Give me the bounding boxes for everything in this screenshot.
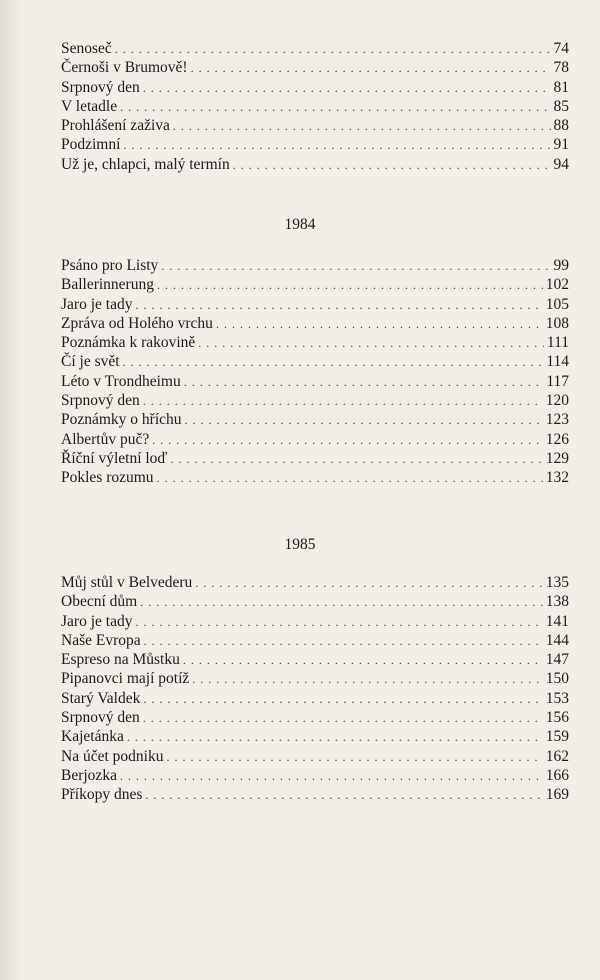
toc-entry bbox=[61, 669, 569, 688]
toc-entry-title: Příkopy dnes bbox=[61, 786, 143, 804]
toc-entry-title: Poznámky o hříchu bbox=[61, 411, 182, 429]
toc-entry-title: Jaro je tady bbox=[61, 612, 133, 630]
page-gutter-shadow bbox=[0, 0, 22, 980]
toc-entry-title: Senoseč bbox=[61, 40, 112, 57]
toc-entry-title: Berjozka bbox=[61, 766, 117, 784]
toc-entry-page: 85 bbox=[553, 97, 569, 115]
toc-entry-page: 94 bbox=[553, 155, 569, 173]
toc-entry bbox=[61, 430, 569, 449]
toc-section-continued bbox=[61, 39, 569, 174]
toc-entry-title: Poznámka k rakovině bbox=[61, 334, 196, 352]
toc-entry-page: 78 bbox=[553, 59, 569, 77]
dot-leader bbox=[127, 728, 543, 747]
toc-entry-page: 156 bbox=[545, 709, 569, 727]
toc-entry-title: Srpnový den bbox=[61, 392, 140, 410]
toc-entry-title: Prohlášení zaživa bbox=[61, 117, 170, 135]
toc-entry-page: 166 bbox=[545, 766, 569, 784]
dot-leader bbox=[185, 411, 543, 430]
toc-entry-title: Obecní dům bbox=[61, 593, 138, 611]
toc-entry-page: 108 bbox=[545, 314, 569, 332]
toc-entry bbox=[61, 116, 569, 135]
toc-entry bbox=[61, 449, 569, 468]
toc-entry-title: Zpráva od Holého vrchu bbox=[61, 314, 213, 332]
toc-entry bbox=[61, 747, 569, 766]
toc-entry-page: 138 bbox=[545, 593, 569, 611]
toc-entry bbox=[61, 650, 569, 669]
toc-entry-title: Podzimní bbox=[61, 136, 121, 154]
toc-entry-title: Starý Valdek bbox=[61, 689, 141, 707]
toc-entry bbox=[61, 612, 569, 631]
toc-entry-title: Srpnový den bbox=[61, 78, 140, 96]
toc-entry bbox=[61, 573, 569, 592]
toc-entry-page: 141 bbox=[545, 612, 569, 630]
toc-entry bbox=[61, 333, 569, 352]
toc-entry-title: Ballerinnerung bbox=[61, 276, 154, 294]
dot-leader bbox=[192, 670, 542, 689]
toc-entry-page: 144 bbox=[545, 631, 569, 649]
toc-entry-title: Čí je svět bbox=[61, 353, 120, 371]
dot-leader bbox=[157, 276, 543, 295]
toc-entry-page: 99 bbox=[553, 257, 569, 274]
toc-entry-title: Na účet podniku bbox=[61, 747, 164, 765]
toc-entry-title: Říční výletní loď bbox=[61, 449, 168, 467]
dot-leader bbox=[173, 117, 551, 136]
dot-leader bbox=[184, 373, 544, 392]
toc-entry bbox=[61, 256, 569, 275]
toc-entry bbox=[61, 97, 569, 116]
dot-leader bbox=[140, 593, 543, 612]
dot-leader bbox=[166, 748, 542, 767]
dot-leader bbox=[143, 79, 551, 98]
toc-entry-title: Naše Evropa bbox=[61, 631, 141, 649]
toc-entry-title: Černoši v Brumově! bbox=[61, 59, 188, 77]
toc-entry-title: Jaro je tady bbox=[61, 295, 133, 313]
toc-entry bbox=[61, 295, 569, 314]
dot-leader bbox=[170, 450, 542, 469]
toc-entry-page: 132 bbox=[545, 469, 569, 487]
toc-entry bbox=[61, 58, 569, 77]
dot-leader bbox=[120, 767, 543, 786]
toc-entry-title: Léto v Trondheimu bbox=[61, 372, 181, 390]
toc-entry bbox=[61, 727, 569, 746]
toc-entry-page: 135 bbox=[545, 574, 569, 591]
toc-entry bbox=[61, 631, 569, 650]
toc-entry bbox=[61, 766, 569, 785]
toc-entry bbox=[61, 391, 569, 410]
toc-entry bbox=[61, 592, 569, 611]
dot-leader bbox=[143, 392, 543, 411]
dot-leader bbox=[157, 469, 543, 488]
toc-entry bbox=[61, 135, 569, 154]
dot-leader bbox=[152, 431, 543, 450]
toc-entry-page: 126 bbox=[545, 430, 569, 448]
toc-entry-title: Psáno pro Listy bbox=[61, 257, 159, 274]
toc-entry-title: Espreso na Můstku bbox=[61, 651, 180, 669]
toc-entry-page: 120 bbox=[545, 392, 569, 410]
toc-entry-page: 117 bbox=[546, 372, 569, 390]
toc-entry-page: 88 bbox=[553, 117, 569, 135]
toc-entry bbox=[61, 468, 569, 487]
toc-entry-page: 81 bbox=[553, 78, 569, 96]
dot-leader bbox=[195, 574, 542, 593]
toc-entry-title: Pipanovci mají potíž bbox=[61, 670, 190, 688]
toc-entry bbox=[61, 708, 569, 727]
toc-entry bbox=[61, 78, 569, 97]
toc-entry-page: 129 bbox=[545, 449, 569, 467]
toc-entry-page: 162 bbox=[545, 747, 569, 765]
dot-leader bbox=[135, 296, 542, 315]
toc-entry-page: 123 bbox=[545, 411, 569, 429]
toc-entry bbox=[61, 39, 569, 58]
toc-entry-title: Už je, chlapci, malý termín bbox=[61, 155, 230, 173]
toc-entry-title: Můj stůl v Belvederu bbox=[61, 574, 193, 591]
toc-entry-page: 102 bbox=[545, 276, 569, 294]
toc-entry bbox=[61, 689, 569, 708]
toc-entry-page: 147 bbox=[545, 651, 569, 669]
toc-section-1985 bbox=[61, 573, 569, 805]
toc-section-1984 bbox=[61, 256, 569, 488]
toc-entry bbox=[61, 352, 569, 371]
year-heading-1984: 1984 bbox=[284, 216, 316, 233]
dot-leader bbox=[161, 257, 550, 276]
dot-leader bbox=[143, 690, 542, 709]
dot-leader bbox=[216, 315, 543, 334]
toc-entry-page: 169 bbox=[545, 786, 569, 804]
toc-entry bbox=[61, 275, 569, 294]
year-heading-1985: 1985 bbox=[284, 536, 316, 553]
toc-entry bbox=[61, 410, 569, 429]
toc-entry-page: 159 bbox=[545, 728, 569, 746]
dot-leader bbox=[115, 40, 551, 59]
dot-leader bbox=[191, 59, 551, 78]
toc-entry-title: Albertův puč? bbox=[61, 430, 150, 448]
toc-entry bbox=[61, 155, 569, 174]
dot-leader bbox=[143, 709, 543, 728]
dot-leader bbox=[145, 786, 542, 805]
toc-entry-title: Kajetánka bbox=[61, 728, 124, 746]
toc-entry bbox=[61, 372, 569, 391]
toc-entry bbox=[61, 314, 569, 333]
dot-leader bbox=[183, 651, 543, 670]
toc-entry-page: 74 bbox=[553, 40, 569, 57]
dot-leader bbox=[123, 353, 544, 372]
toc-entry-title: Srpnový den bbox=[61, 709, 140, 727]
toc-entry-page: 91 bbox=[553, 136, 569, 154]
toc-entry-page: 114 bbox=[546, 353, 569, 371]
dot-leader bbox=[233, 156, 551, 175]
dot-leader bbox=[120, 98, 550, 117]
toc-entry-page: 150 bbox=[545, 670, 569, 688]
dot-leader bbox=[123, 136, 550, 155]
dot-leader bbox=[144, 632, 543, 651]
toc-entry bbox=[61, 785, 569, 804]
toc-entry-page: 105 bbox=[545, 295, 569, 313]
toc-entry-page: 111 bbox=[546, 334, 569, 352]
dot-leader bbox=[198, 334, 544, 353]
toc-entry-title: V letadle bbox=[61, 97, 118, 115]
toc-entry-page: 153 bbox=[545, 689, 569, 707]
toc-entry-title: Pokles rozumu bbox=[61, 469, 154, 487]
dot-leader bbox=[135, 613, 542, 632]
